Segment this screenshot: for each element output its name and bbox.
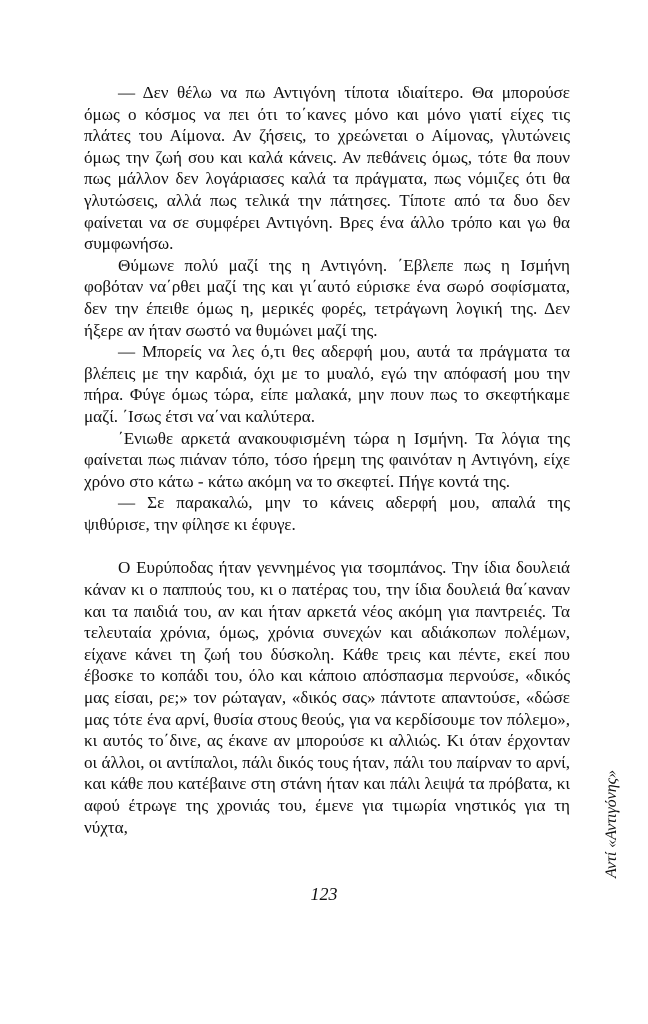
paragraph: — Σε παρακαλώ, μην το κάνεις αδερφή μου, απαλά της ψιθύρισε, την φίλησε κι έφυγε. (84, 493, 570, 534)
section-break (84, 535, 570, 557)
paragraph: — Μπορείς να λες ό,τι θες αδερφή μου, αυτά τα πράγματα τα βλέπεις με την καρδιά, όχι με το μυαλό, εγώ την απόφασή μου την πήρα. Φύγε όμως τώρα, είπε μαλακά, μην πουν πως το σκεφτήκαμε μαζί. ΄Ισως έτσι να΄ναι καλύτερα. (84, 342, 570, 426)
paragraph: ΄Ενιωθε αρκετά ανακουφισμένη τώρα η Ισμήνη. Τα λόγια της φαίνεται πως πιάναν τόπο, τόσο ήρεμη της φαινόταν η Αντιγόνη, είχε χρόνο στο κάτω - κάτω ακόμη να το σκεφτεί. Πήγε κοντά της. (84, 428, 570, 491)
paragraph: Ο Ευρύποδας ήταν γεννημένος για τσομπάνος. Την ίδια δουλειά κάναν κι ο παππούς του, κι ο πατέρας του, την ίδια δουλειά θα΄καναν και τα παιδιά του, αν και ήταν αρκετά νέος ακόμη για παντρειές. Τα τελευταία χρόνια, όμως, χρόνια συνεχών και αδιάκοπων πολέμων, είχανε κάνει τη ζωή του δύσκολη. Κάθε τρεις και πέντε, εκεί που έβοσκε το κοπάδι του, όλο και κάποιο απόσπασμα περνούσε, «δικός μας είσαι, ρε;» τον ρώταγαν, «δικός σας» πάντοτε απαντούσε, «δώσε μας τότε ένα αρνί, θυσία στους θεούς, για να κερδίσουμε τον πόλεμο», κι αυτός το΄δινε, ας έκανε αν μπορούσε κι αλλιώς. Κι όταν έρχονταν οι άλλοι, οι αντίπαλοι, πάλι δικός τους ήταν, πάλι του παίρναν το αρνί, και κάθε που κατέβαινε στη στάνη ήταν και πάλι λειψά τα πρόβατα, κι αφού έτρωγε της χρονιάς του, έμενε για τιμωρία νηστικός για τη νύχτα, (84, 558, 570, 837)
paragraph: Θύμωνε πολύ μαζί της η Αντιγόνη. ΄Εβλεπε πως η Ισμήνη φοβόταν να΄ρθει μαζί της και γι΄αυτό εύρισκε ένα σωρό σοφίσματα, δεν την έπειθε όμως η, μερικές φορές, τετράγωνη λογική της. Δεν ήξερε αν ήταν σωστό να θυμώνει μαζί της. (84, 255, 570, 340)
body-text (84, 82, 570, 838)
running-title: Αντί «Αντιγόνης» (603, 769, 620, 878)
page-number: 123 (310, 884, 338, 904)
paragraph: — Δεν θέλω να πω Αντιγόνη τίποτα ιδιαίτερο. Θα μπορούσε όμως ο κόσμος να πει ότι το΄κανες μόνο και μόνο γιατί είχες τις πλάτες του Αίμονα. Αν ζήσεις, το χρεώνεται ο Αίμονας, γλυτώνεις όμως την ζωή σου και καλά κάνεις. Αν πεθάνεις όμως, τότε θα πουν πως μάλλον δεν λογάριασες καλά τα πράγματα, πως νόμιζες ότι θα γλυτώσεις, αλλά πως τελικά την πάτησες. Τίποτε από τα δυο δεν φαίνεται να σε συμφέρει Αντιγόνη. Βρες ένα άλλο τρόπο και γω θα συμφωνήσω. (84, 83, 570, 254)
